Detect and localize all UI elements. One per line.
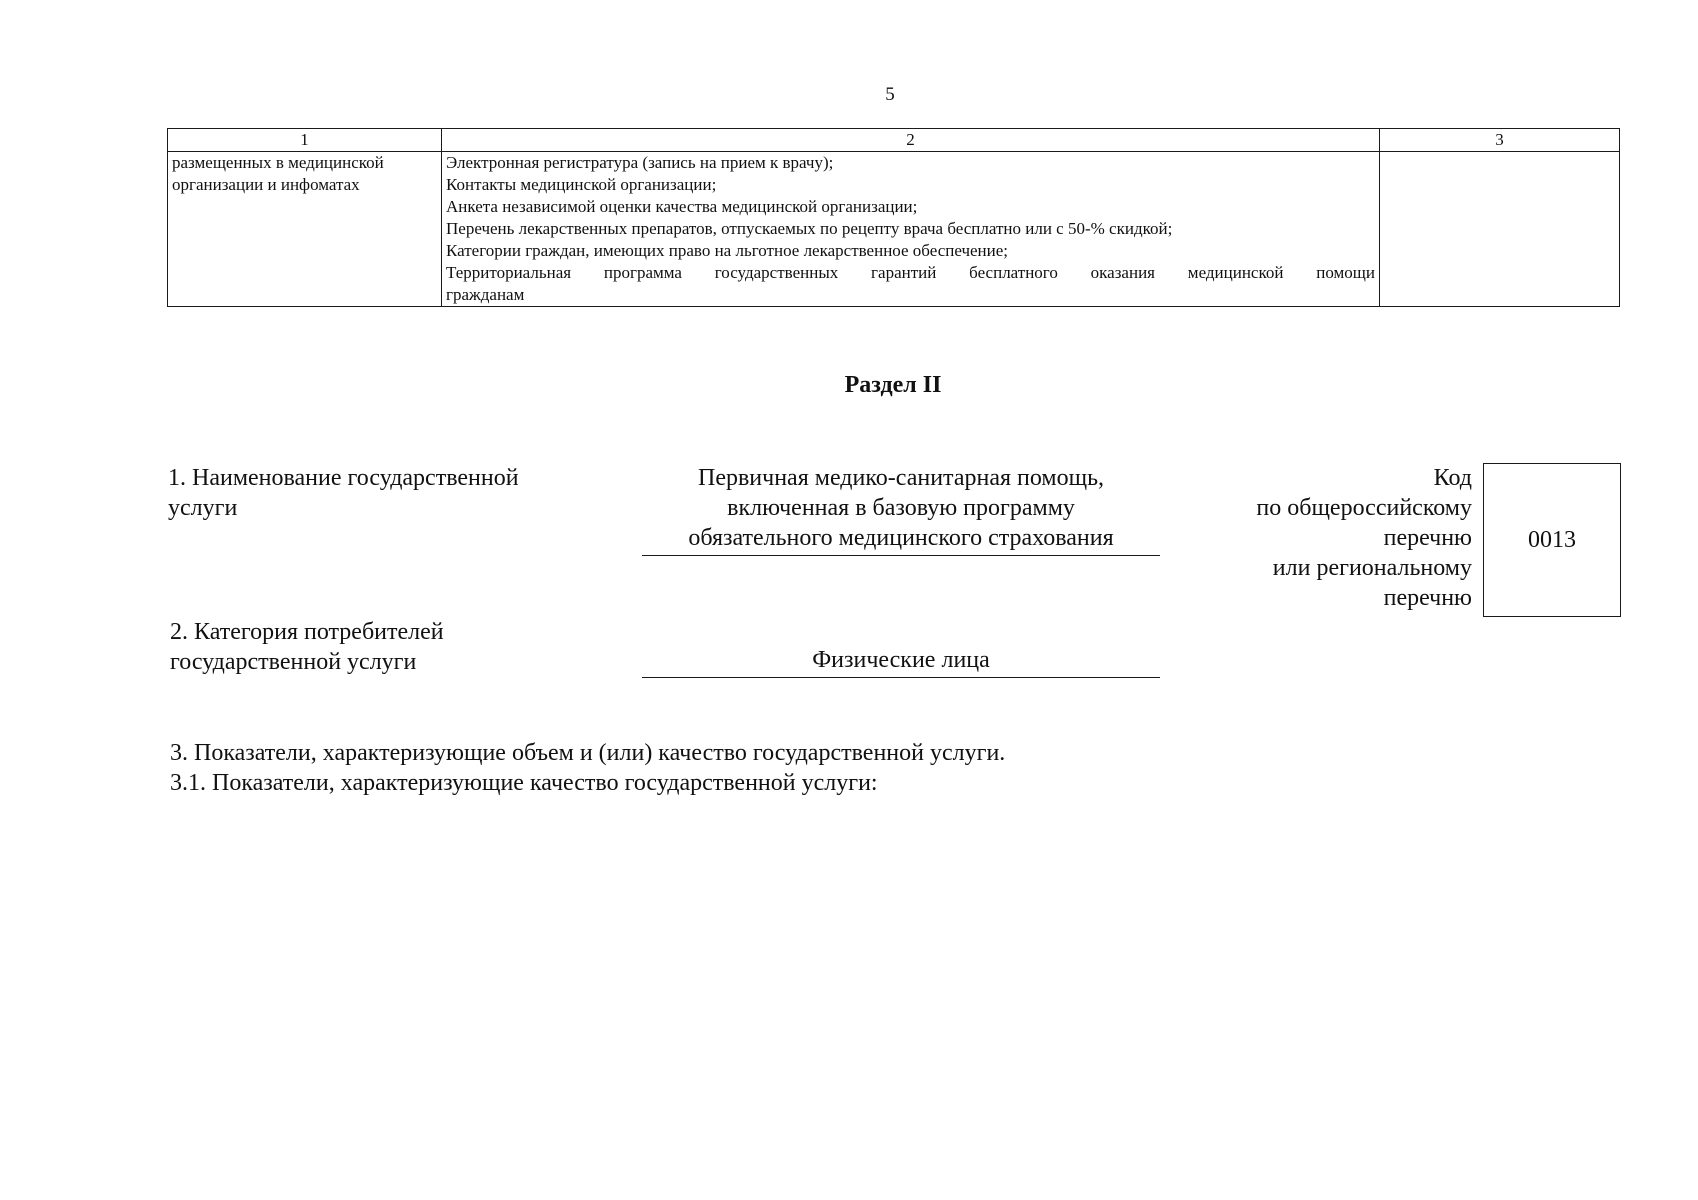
table-cell-empty: [1380, 152, 1620, 307]
service-name-label: [168, 463, 519, 523]
paragraph-quality-indicators: 3.1. Показатели, характеризующие качество государственной услуги:: [170, 770, 878, 796]
column-header-3: 3: [1380, 129, 1620, 152]
code-box: [1483, 463, 1621, 617]
section-title: Раздел II: [844, 372, 942, 398]
code-label-line: по общероссийскому: [1256, 495, 1472, 521]
continuation-table: [167, 128, 1620, 307]
paragraph-indicators: 3. Показатели, характеризующие объем и (или) качество государственной услуги.: [170, 740, 1006, 766]
label-line: государственной услуги: [170, 649, 417, 675]
list-item: Контакты медицинской организации;: [446, 175, 717, 194]
list-item: Перечень лекарственных препаратов, отпускаемых по рецепту врача бесплатно или с 50-% скидкой;: [446, 219, 1173, 238]
code-value: 0013: [1528, 526, 1576, 553]
code-label-line: перечню: [1383, 525, 1472, 551]
column-header-1: 1: [168, 129, 442, 152]
service-name-value: [642, 463, 1160, 556]
cell-line: организации и инфоматах: [172, 175, 360, 194]
list-item: гражданам: [446, 285, 525, 304]
label-line: 2. Категория потребителей: [170, 619, 444, 645]
list-item: Электронная регистратура (запись на прием к врачу);: [446, 153, 834, 172]
consumer-category-value: Физические лица: [642, 645, 1160, 678]
table-cell-location: [168, 152, 442, 307]
page-number: 5: [885, 84, 895, 105]
cell-line: размещенных в медицинской: [172, 153, 384, 172]
list-item: Территориальная программа государственных гарантий бесплатного оказания медицинской помощи: [446, 263, 1375, 282]
list-item: Анкета независимой оценки качества медицинской организации;: [446, 197, 918, 216]
code-label: [1200, 463, 1472, 613]
code-label-line: перечню: [1383, 585, 1472, 611]
column-header-2: 2: [442, 129, 1380, 152]
consumer-category-label: [170, 617, 444, 677]
value-line: Первичная медико-санитарная помощь,: [697, 465, 1105, 491]
label-line: услуги: [168, 495, 238, 521]
list-item: Категории граждан, имеющих право на льготное лекарственное обеспечение;: [446, 241, 1009, 260]
table-row: [168, 152, 1620, 307]
code-label-line: или региональному: [1272, 555, 1472, 581]
value-line: обязательного медицинского страхования: [688, 525, 1114, 551]
value-line: включенная в базовую программу: [727, 495, 1075, 521]
code-label-line: Код: [1433, 465, 1472, 491]
table-header-row: [168, 129, 1620, 152]
table-cell-content-list: [442, 152, 1380, 307]
label-line: 1. Наименование государственной: [168, 465, 519, 491]
